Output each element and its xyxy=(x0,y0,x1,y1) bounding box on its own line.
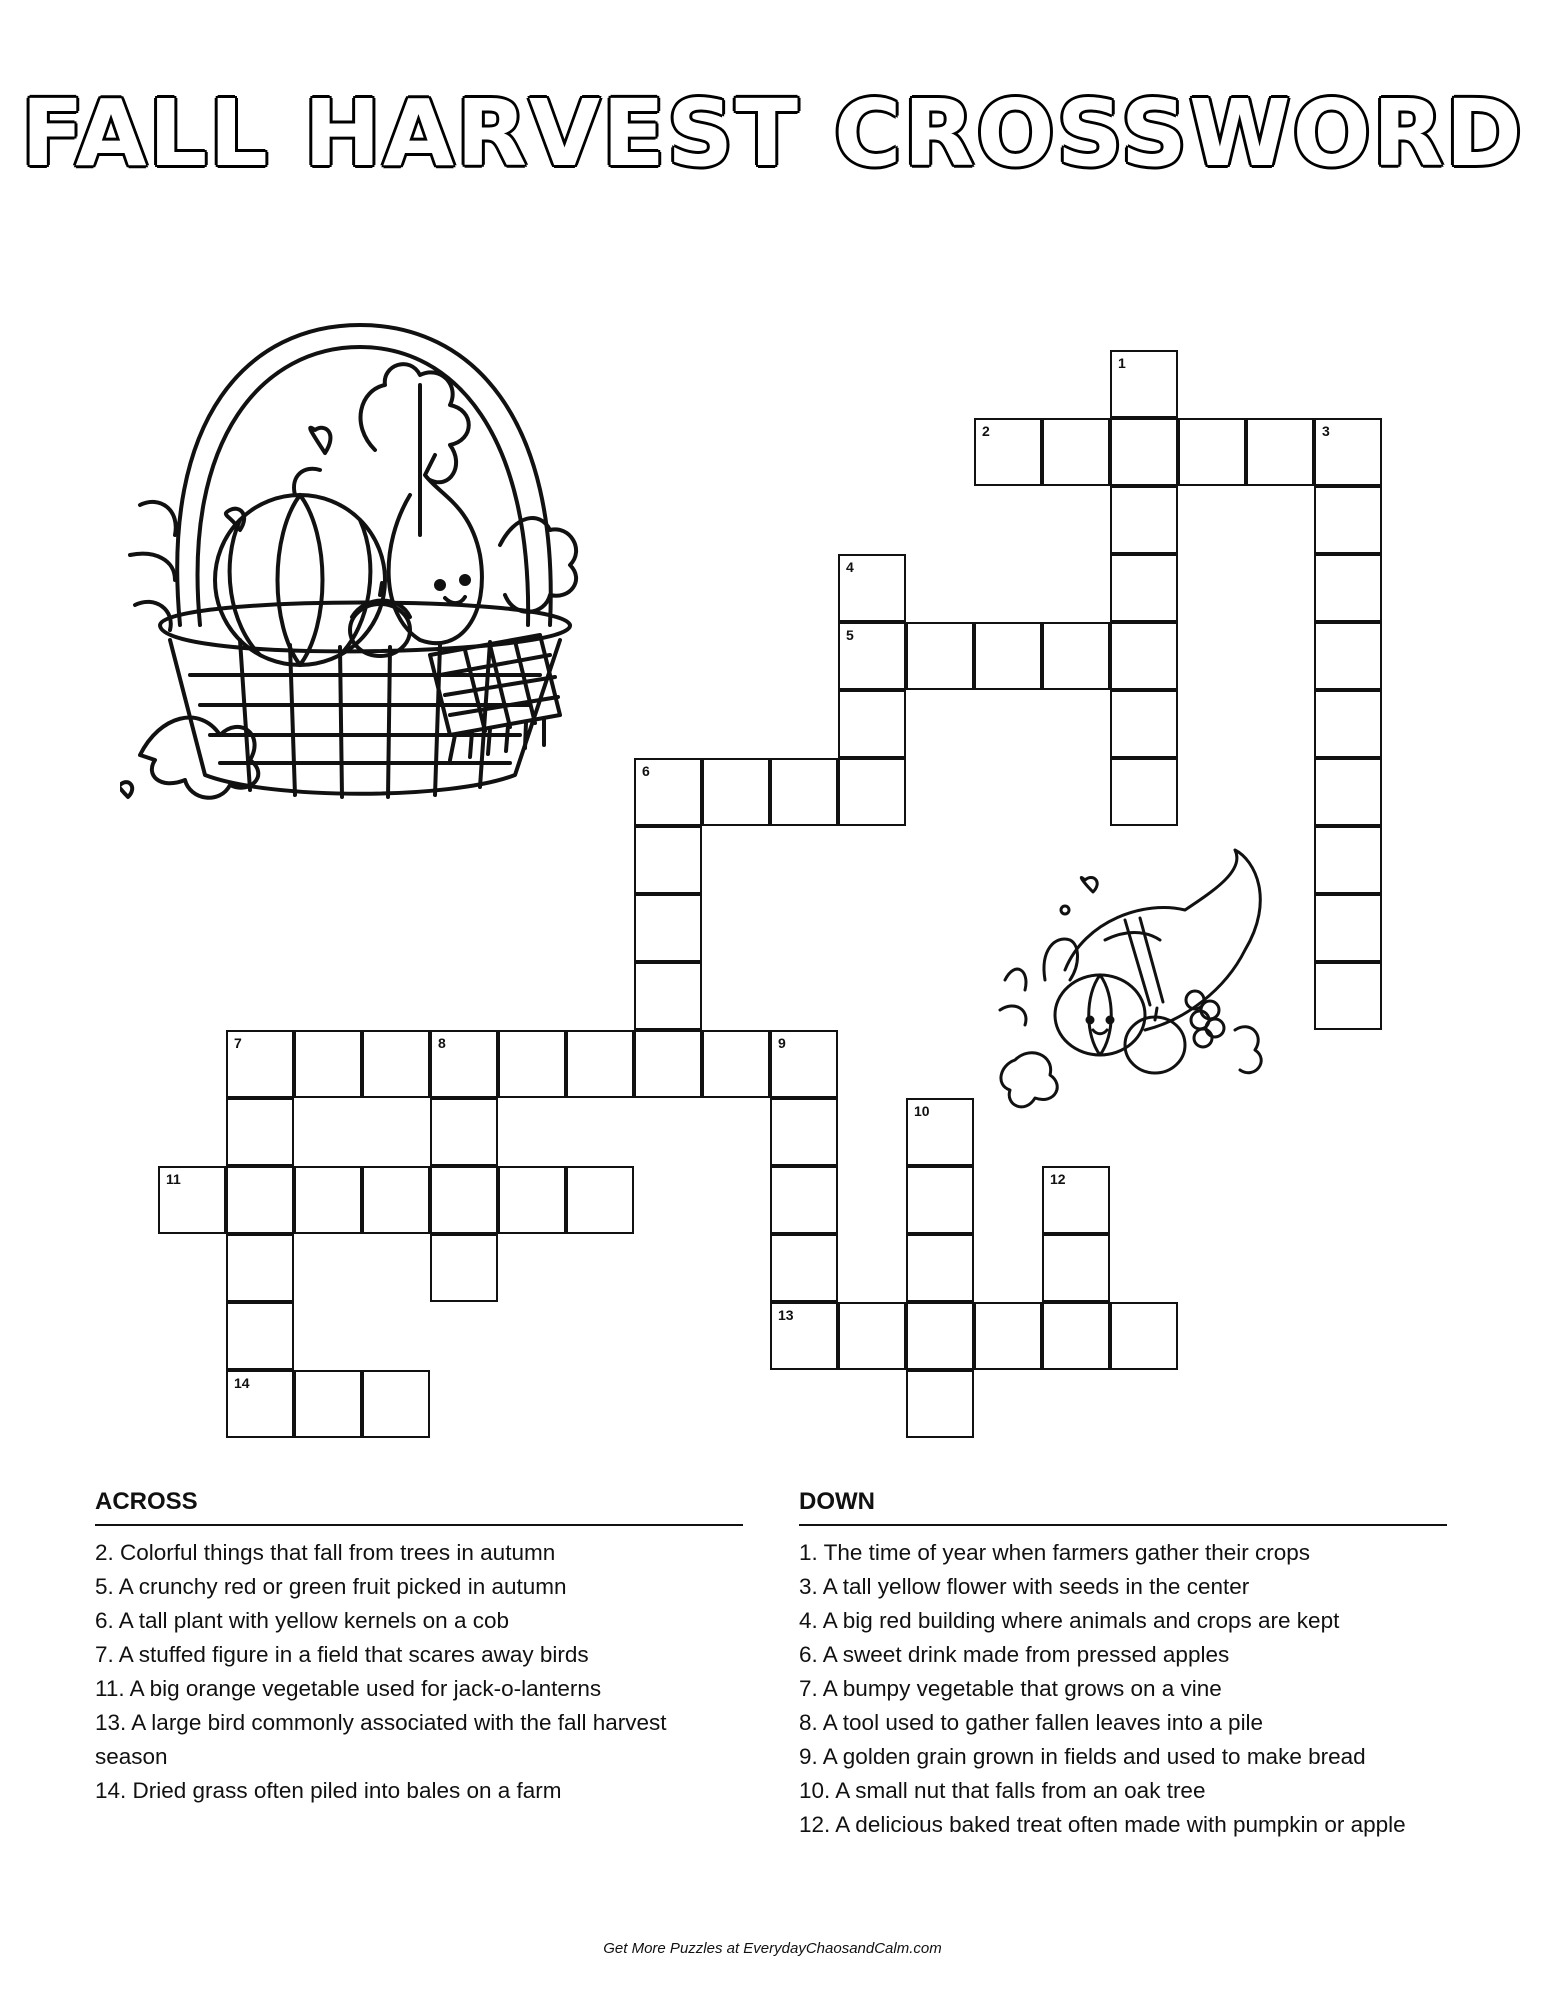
across-heading: ACROSS xyxy=(95,1488,743,1526)
crossword-cell[interactable] xyxy=(974,418,1042,486)
crossword-cell[interactable] xyxy=(294,1030,362,1098)
clue-number: 14 xyxy=(234,1375,250,1391)
crossword-cell[interactable] xyxy=(838,1302,906,1370)
crossword-cell[interactable] xyxy=(770,1166,838,1234)
crossword-cell[interactable] xyxy=(226,1302,294,1370)
clue-number: 11 xyxy=(166,1171,181,1187)
clue-number: 1 xyxy=(1118,355,1126,371)
crossword-cell[interactable] xyxy=(362,1370,430,1438)
down-clue: 9. A golden grain grown in fields and used to make bread xyxy=(799,1744,1366,1769)
down-clue: 4. A big red building where animals and crops are kept xyxy=(799,1608,1340,1633)
crossword-cell[interactable] xyxy=(906,622,974,690)
crossword-cell[interactable] xyxy=(1110,622,1178,690)
crossword-cell[interactable] xyxy=(634,894,702,962)
crossword-cell[interactable] xyxy=(1314,486,1382,554)
crossword-cell[interactable] xyxy=(498,1166,566,1234)
crossword-cell[interactable] xyxy=(906,1166,974,1234)
crossword-cell[interactable] xyxy=(702,1030,770,1098)
crossword-cell[interactable] xyxy=(1042,418,1110,486)
crossword-cell[interactable] xyxy=(1314,622,1382,690)
across-clue-list xyxy=(95,1536,743,1808)
crossword-cell[interactable] xyxy=(770,1030,838,1098)
crossword-cell[interactable] xyxy=(838,554,906,622)
crossword-cell[interactable] xyxy=(430,1234,498,1302)
crossword-cell[interactable] xyxy=(226,1370,294,1438)
crossword-cell[interactable] xyxy=(702,758,770,826)
crossword-cell[interactable] xyxy=(430,1098,498,1166)
clue-number: 7 xyxy=(234,1035,242,1051)
down-clue: 3. A tall yellow flower with seeds in the center xyxy=(799,1574,1250,1599)
crossword-cell[interactable] xyxy=(1314,962,1382,1030)
puzzle-title: FALL HARVEST CROSSWORD xyxy=(21,80,1524,187)
crossword-cell[interactable] xyxy=(1178,418,1246,486)
crossword-cell[interactable] xyxy=(906,1370,974,1438)
down-clues xyxy=(799,1488,1447,1842)
clue-number: 3 xyxy=(1322,423,1330,439)
crossword-cell[interactable] xyxy=(1110,418,1178,486)
crossword-cell[interactable] xyxy=(566,1030,634,1098)
down-heading: DOWN xyxy=(799,1488,1447,1526)
crossword-cell[interactable] xyxy=(770,1098,838,1166)
clue-number: 10 xyxy=(914,1103,930,1119)
crossword-cell[interactable] xyxy=(430,1030,498,1098)
crossword-cell[interactable] xyxy=(1314,758,1382,826)
crossword-cell[interactable] xyxy=(1246,418,1314,486)
crossword-cell[interactable] xyxy=(1314,826,1382,894)
down-clue: 6. A sweet drink made from pressed apples xyxy=(799,1642,1230,1667)
clue-number: 12 xyxy=(1050,1171,1066,1187)
crossword-cell[interactable] xyxy=(1314,554,1382,622)
crossword-cell[interactable] xyxy=(294,1166,362,1234)
crossword-cell[interactable] xyxy=(226,1234,294,1302)
down-clue: 10. A small nut that falls from an oak tree xyxy=(799,1778,1206,1803)
crossword-cell[interactable] xyxy=(838,622,906,690)
crossword-cell[interactable] xyxy=(1314,690,1382,758)
across-clue: 5. A crunchy red or green fruit picked in autumn xyxy=(95,1574,567,1599)
crossword-cell[interactable] xyxy=(770,1234,838,1302)
crossword-cell[interactable] xyxy=(974,622,1042,690)
crossword-cell[interactable] xyxy=(634,826,702,894)
across-clue: 2. Colorful things that fall from trees in autumn xyxy=(95,1540,556,1565)
crossword-cell[interactable] xyxy=(226,1030,294,1098)
crossword-cell[interactable] xyxy=(1110,554,1178,622)
across-clue: 6. A tall plant with yellow kernels on a cob xyxy=(95,1608,509,1633)
across-clue: 14. Dried grass often piled into bales on a farm xyxy=(95,1778,562,1803)
crossword-cell[interactable] xyxy=(1110,1302,1178,1370)
clue-number: 13 xyxy=(778,1307,794,1323)
clue-number: 9 xyxy=(778,1035,786,1051)
crossword-cell[interactable] xyxy=(362,1166,430,1234)
crossword-cell[interactable] xyxy=(158,1166,226,1234)
clue-number: 8 xyxy=(438,1035,446,1051)
down-clue-list xyxy=(799,1536,1447,1842)
crossword-cell[interactable] xyxy=(634,758,702,826)
crossword-cell[interactable] xyxy=(1110,486,1178,554)
crossword-cell[interactable] xyxy=(770,758,838,826)
footer-credit: Get More Puzzles at EverydayChaosandCalm.com xyxy=(603,1940,942,1957)
crossword-cell[interactable] xyxy=(1042,1166,1110,1234)
crossword-cell[interactable] xyxy=(1110,350,1178,418)
across-clue: 11. A big orange vegetable used for jack-o-lanterns xyxy=(95,1676,602,1701)
down-clue: 1. The time of year when farmers gather their crops xyxy=(799,1540,1311,1565)
crossword-cell[interactable] xyxy=(906,1098,974,1166)
across-clues xyxy=(95,1488,743,1808)
crossword-cell[interactable] xyxy=(294,1370,362,1438)
down-clue: 12. A delicious baked treat often made with pumpkin or apple xyxy=(799,1812,1406,1837)
crossword-cell[interactable] xyxy=(1042,622,1110,690)
crossword-cell[interactable] xyxy=(906,1302,974,1370)
crossword-cell[interactable] xyxy=(906,1234,974,1302)
crossword-cell[interactable] xyxy=(362,1030,430,1098)
crossword-cell[interactable] xyxy=(498,1030,566,1098)
crossword-cell[interactable] xyxy=(430,1166,498,1234)
crossword-cell[interactable] xyxy=(838,690,906,758)
across-clue: 13. A large bird commonly associated with the fall harvest season xyxy=(95,1710,667,1769)
clue-number: 4 xyxy=(846,559,854,575)
crossword-cell[interactable] xyxy=(634,962,702,1030)
clue-number: 5 xyxy=(846,627,854,643)
clue-number: 6 xyxy=(642,763,650,779)
clue-number: 2 xyxy=(982,423,990,439)
crossword-cell[interactable] xyxy=(226,1166,294,1234)
across-clue: 7. A stuffed figure in a field that scares away birds xyxy=(95,1642,589,1667)
crossword-cell[interactable] xyxy=(838,758,906,826)
crossword-cell[interactable] xyxy=(1314,894,1382,962)
crossword-cell[interactable] xyxy=(1110,758,1178,826)
crossword-cell[interactable] xyxy=(974,1302,1042,1370)
down-clue: 7. A bumpy vegetable that grows on a vine xyxy=(799,1676,1222,1701)
down-clue: 8. A tool used to gather fallen leaves into a pile xyxy=(799,1710,1264,1735)
crossword-cell[interactable] xyxy=(1110,690,1178,758)
crossword-cell[interactable] xyxy=(226,1098,294,1166)
crossword-cell[interactable] xyxy=(566,1166,634,1234)
crossword-cell[interactable] xyxy=(1042,1302,1110,1370)
crossword-cell[interactable] xyxy=(1314,418,1382,486)
crossword-cell[interactable] xyxy=(1042,1234,1110,1302)
crossword-cell[interactable] xyxy=(634,1030,702,1098)
crossword-cell[interactable] xyxy=(770,1302,838,1370)
